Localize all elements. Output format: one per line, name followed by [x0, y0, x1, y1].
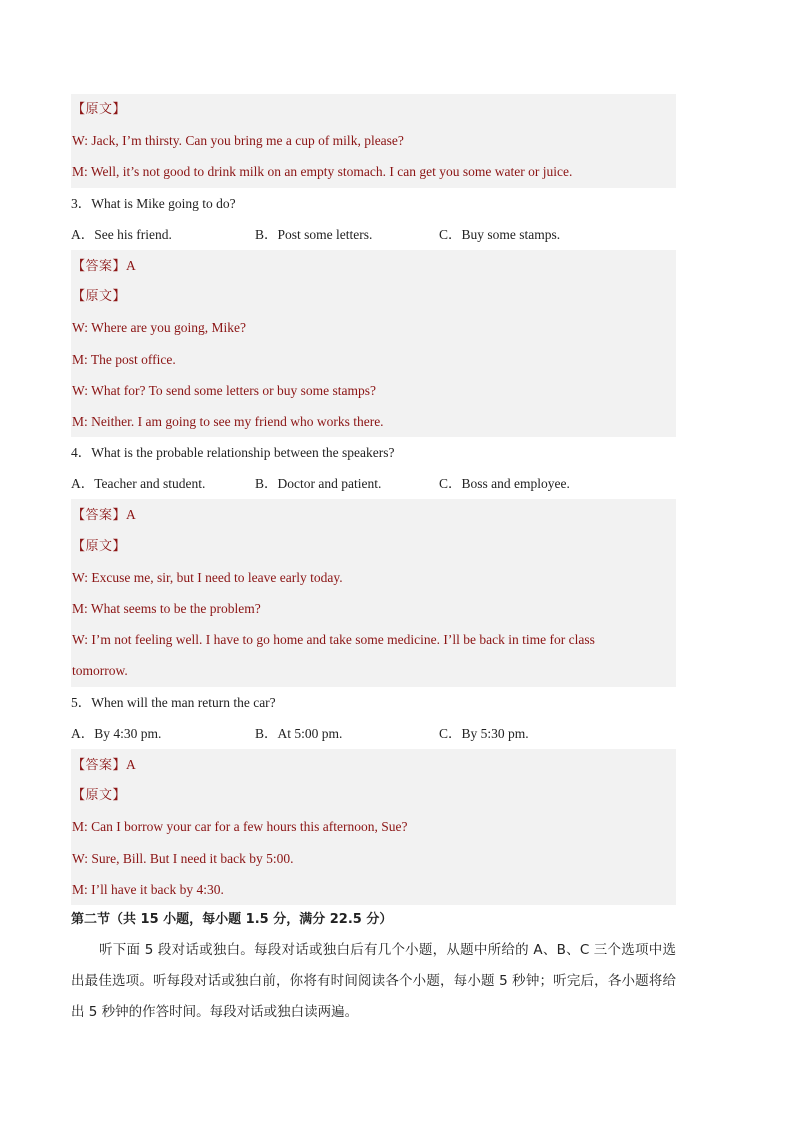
- option-c: C．Boss and employee.: [439, 476, 570, 492]
- section-title: 第二节（共 15 小题，每小题 1.5 分，满分 22.5 分）: [71, 911, 393, 927]
- question-5-options: [71, 718, 676, 749]
- transcript-label: 【原文】: [72, 538, 127, 554]
- transcript-line: W: I’m not feeling well. I have to go home and take some medicine. I’ll be back in time for class: [72, 632, 595, 648]
- option-c: C．Buy some stamps.: [439, 226, 561, 242]
- option-a: A．Teacher and student.: [71, 476, 206, 492]
- answer-label: 【答案】: [72, 508, 127, 524]
- transcript-line: M: Neither. I am going to see my friend who works there.: [72, 413, 384, 429]
- transcript-line: M: I’ll have it back by 4:30.: [72, 881, 224, 897]
- question-5: 5．When will the man return the car?: [71, 694, 276, 710]
- answer-value: A: [126, 507, 136, 523]
- question-4-options: [71, 468, 676, 499]
- transcript-label: 【原文】: [72, 102, 127, 117]
- option-a: A．By 4:30 pm.: [71, 725, 162, 741]
- answer-block-5: [71, 749, 676, 905]
- document-page: [71, 94, 676, 1028]
- transcript-line: W: Sure, Bill. But I need it back by 5:00.: [72, 850, 294, 866]
- option-a: A．See his friend.: [71, 226, 172, 242]
- transcript-line: M: The post office.: [72, 351, 176, 367]
- transcript-line: M: Well, it’s not good to drink milk on an empty stomach. I can get you some water or juice.: [72, 164, 573, 180]
- transcript-label: 【原文】: [72, 788, 127, 804]
- option-c: C．By 5:30 pm.: [439, 725, 529, 741]
- transcript-line: tomorrow.: [72, 663, 128, 679]
- transcript-label: 【原文】: [72, 289, 127, 305]
- answer-label: 【答案】: [72, 757, 127, 773]
- answer-value: A: [126, 257, 136, 273]
- transcript-line: W: What for? To send some letters or buy some stamps?: [72, 382, 376, 398]
- option-b: B．At 5:00 pm.: [255, 725, 343, 741]
- answer-line: [72, 749, 676, 780]
- answer-line: [72, 250, 676, 281]
- transcript-line: W: Jack, I’m thirsty. Can you bring me a cup of milk, please?: [72, 133, 404, 149]
- section-instructions: 听下面 5 段对话或独白。每段对话或独白后有几个小题，从题中所给的 A、B、C 三个选项中选出最佳选项。听每段对话或独白前，你将有时间阅读各个小题，每小题 5 秒钟；听完后，各小题将给出 5 秒钟的作答时间。每段对话或独白读两遍。: [71, 941, 676, 1020]
- transcript-line: W: Excuse me, sir, but I need to leave early today.: [72, 569, 343, 585]
- answer-line: [72, 499, 676, 530]
- answer-block-4: [71, 499, 676, 686]
- question-4: 4．What is the probable relationship between the speakers?: [71, 445, 395, 461]
- transcript-line: W: Where are you going, Mike?: [72, 320, 246, 336]
- question-3: 3．What is Mike going to do?: [71, 195, 236, 211]
- answer-label: 【答案】: [72, 258, 127, 274]
- transcript-block-2: [71, 94, 676, 188]
- transcript-line: M: What seems to be the problem?: [72, 601, 261, 616]
- answer-value: A: [126, 756, 136, 772]
- option-b: B．Post some letters.: [255, 226, 373, 242]
- answer-block-3: [71, 250, 676, 437]
- option-b: B．Doctor and patient.: [255, 476, 382, 492]
- transcript-line: M: Can I borrow your car for a few hours this afternoon, Sue?: [72, 819, 408, 835]
- question-3-options: [71, 219, 676, 250]
